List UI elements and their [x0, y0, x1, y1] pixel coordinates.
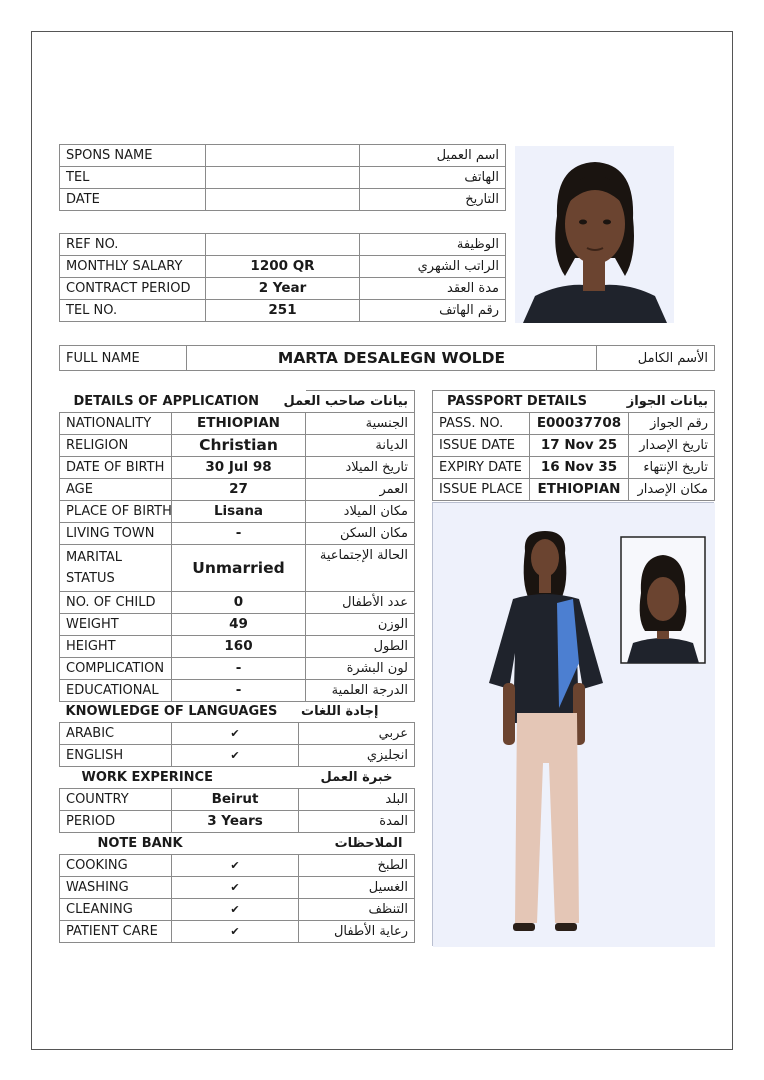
notes-header: NOTE BANK	[97, 836, 183, 851]
label-ar-english: انجليزي	[299, 745, 415, 767]
table-row	[60, 745, 415, 767]
label-ar-pass-no: رقم الجواز	[629, 413, 715, 435]
skills-table	[59, 701, 415, 943]
sponsor-table	[59, 144, 506, 211]
passport-table	[432, 390, 715, 501]
label-ar-ref-no: الوظيفة	[360, 234, 506, 256]
label-no-of-child: NO. OF CHILD	[60, 592, 172, 614]
label-ar-marital-status: الحالة الإجتماعية	[306, 545, 415, 592]
table-row	[433, 391, 715, 413]
value-age: 27	[172, 479, 306, 501]
label-complication: COMPLICATION	[60, 658, 172, 680]
label-ar-expiry-date: تاريخ الإنتهاء	[629, 457, 715, 479]
label-ar-living-town: مكان السكن	[306, 523, 415, 545]
table-row	[60, 899, 415, 921]
label-monthly-salary: MONTHLY SALARY	[60, 256, 206, 278]
value-spons-name	[206, 145, 360, 167]
table-row	[60, 877, 415, 899]
value-full-name: MARTA DESALEGN WOLDE	[187, 346, 597, 371]
value-monthly-salary: 1200 QR	[206, 256, 360, 278]
table-row	[60, 921, 415, 943]
label-ar-washing: الغسيل	[299, 877, 415, 899]
value-date-of-birth: 30 Jul 98	[172, 457, 306, 479]
experience-header-ar: خبرة العمل	[320, 770, 393, 785]
value-weight: 49	[172, 614, 306, 636]
table-row	[60, 234, 506, 256]
label-ref-no: REF NO.	[60, 234, 206, 256]
label-cooking: COOKING	[60, 855, 172, 877]
label-ar-cooking: الطبخ	[299, 855, 415, 877]
label-english: ENGLISH	[60, 745, 172, 767]
label-place-of-birth: PLACE OF BIRTH	[60, 501, 172, 523]
label-date-of-birth: DATE OF BIRTH	[60, 457, 172, 479]
label-ar-age: العمر	[306, 479, 415, 501]
label-tel: TEL	[60, 167, 206, 189]
table-row	[60, 833, 415, 855]
full-body-photo	[432, 502, 714, 946]
label-expiry-date: EXPIRY DATE	[433, 457, 530, 479]
label-ar-no-of-child: عدد الأطفال	[306, 592, 415, 614]
table-row	[433, 413, 715, 435]
label-ar-place-of-birth: مكان الميلاد	[306, 501, 415, 523]
label-ar-religion: الديانة	[306, 435, 415, 457]
inset-portrait	[621, 537, 705, 663]
label-arabic: ARABIC	[60, 723, 172, 745]
value-washing: ✔	[172, 877, 299, 899]
label-ar-date: التاريخ	[360, 189, 506, 211]
label-marital-line2: STATUS	[66, 571, 115, 586]
full-name-table	[59, 345, 715, 371]
label-ar-country: البلد	[299, 789, 415, 811]
label-full-name: FULL NAME	[60, 346, 187, 371]
table-row	[60, 346, 715, 371]
table-row	[60, 789, 415, 811]
label-marital-line1: MARITAL	[66, 550, 123, 565]
value-tel-no: 251	[206, 300, 360, 322]
value-expiry-date: 16 Nov 35	[530, 457, 629, 479]
table-row	[60, 391, 415, 413]
label-ar-complication: لون البشرة	[306, 658, 415, 680]
value-issue-place: ETHIOPIAN	[530, 479, 629, 501]
table-row	[60, 145, 506, 167]
value-contract-period: 2 Year	[206, 278, 360, 300]
table-row	[60, 479, 415, 501]
label-ar-nationality: الجنسية	[306, 413, 415, 435]
label-ar-date-of-birth: تاريخ الميلاد	[306, 457, 415, 479]
label-cleaning: CLEANING	[60, 899, 172, 921]
label-ar-contract-period: مدة العقد	[360, 278, 506, 300]
label-ar-tel-no: رقم الهاتف	[360, 300, 506, 322]
table-row	[60, 435, 415, 457]
table-row	[60, 457, 415, 479]
portrait-photo	[515, 146, 674, 323]
value-patient-care: ✔	[172, 921, 299, 943]
table-row	[60, 680, 415, 702]
label-nationality: NATIONALITY	[60, 413, 172, 435]
value-no-of-child: 0	[172, 592, 306, 614]
label-ar-tel: الهاتف	[360, 167, 506, 189]
table-row	[60, 701, 415, 723]
value-complication: -	[172, 658, 306, 680]
label-living-town: LIVING TOWN	[60, 523, 172, 545]
label-educational: EDUCATIONAL	[60, 680, 172, 702]
label-ar-issue-date: تاريخ الإصدار	[629, 435, 715, 457]
table-row	[60, 545, 415, 592]
value-religion: Christian	[172, 435, 306, 457]
table-row	[60, 855, 415, 877]
languages-header-ar: إجادة اللغات	[301, 704, 379, 719]
value-tel	[206, 167, 360, 189]
label-religion: RELIGION	[60, 435, 172, 457]
label-contract-period: CONTRACT PERIOD	[60, 278, 206, 300]
table-row	[60, 300, 506, 322]
notes-header-ar: الملاحظات	[334, 836, 403, 851]
value-country: Beirut	[172, 789, 299, 811]
label-issue-place: ISSUE PLACE	[433, 479, 530, 501]
passport-header: PASSPORT DETAILS	[433, 391, 629, 413]
label-weight: WEIGHT	[60, 614, 172, 636]
label-ar-spons-name: اسم العميل	[360, 145, 506, 167]
value-place-of-birth: Lisana	[172, 501, 306, 523]
table-row	[60, 592, 415, 614]
table-row	[60, 723, 415, 745]
label-ar-cleaning: التنظف	[299, 899, 415, 921]
value-issue-date: 17 Nov 25	[530, 435, 629, 457]
label-spons-name: SPONS NAME	[60, 145, 206, 167]
label-marital-status	[60, 545, 172, 592]
table-row	[433, 435, 715, 457]
value-height: 160	[172, 636, 306, 658]
value-cleaning: ✔	[172, 899, 299, 921]
passport-header-ar: بيانات الجواز	[629, 391, 715, 413]
table-row	[60, 523, 415, 545]
label-patient-care: PATIENT CARE	[60, 921, 172, 943]
value-ref-no	[206, 234, 360, 256]
label-date: DATE	[60, 189, 206, 211]
table-row	[60, 767, 415, 789]
label-height: HEIGHT	[60, 636, 172, 658]
value-pass-no: E00037708	[530, 413, 629, 435]
table-row	[60, 811, 415, 833]
application-table	[59, 390, 415, 702]
value-arabic: ✔	[172, 723, 299, 745]
value-marital-status: Unmarried	[172, 545, 306, 592]
label-tel-no: TEL NO.	[60, 300, 206, 322]
value-period: 3 Years	[172, 811, 299, 833]
table-row	[60, 501, 415, 523]
value-living-town: -	[172, 523, 306, 545]
table-row	[60, 189, 506, 211]
application-header-ar: بيانات صاحب العمل	[306, 391, 415, 413]
table-row	[60, 614, 415, 636]
label-ar-height: الطول	[306, 636, 415, 658]
label-ar-full-name: الأسم الكامل	[597, 346, 715, 371]
label-ar-educational: الدرجة العلمية	[306, 680, 415, 702]
table-row	[60, 278, 506, 300]
contract-table	[59, 233, 506, 322]
value-date	[206, 189, 360, 211]
table-row	[60, 256, 506, 278]
table-row	[60, 167, 506, 189]
label-ar-patient-care: رعاية الأطفال	[299, 921, 415, 943]
table-row	[60, 658, 415, 680]
label-ar-issue-place: مكان الإصدار	[629, 479, 715, 501]
label-country: COUNTRY	[60, 789, 172, 811]
label-washing: WASHING	[60, 877, 172, 899]
label-issue-date: ISSUE DATE	[433, 435, 530, 457]
experience-header: WORK EXPERINCE	[81, 770, 213, 785]
label-ar-period: المدة	[299, 811, 415, 833]
label-age: AGE	[60, 479, 172, 501]
value-cooking: ✔	[172, 855, 299, 877]
value-nationality: ETHIOPIAN	[172, 413, 306, 435]
table-row	[433, 479, 715, 501]
table-row	[60, 413, 415, 435]
table-row	[60, 636, 415, 658]
label-ar-weight: الوزن	[306, 614, 415, 636]
value-english: ✔	[172, 745, 299, 767]
label-period: PERIOD	[60, 811, 172, 833]
languages-header: KNOWLEDGE OF LANGUAGES	[65, 704, 278, 719]
value-educational: -	[172, 680, 306, 702]
label-ar-monthly-salary: الراتب الشهري	[360, 256, 506, 278]
table-row	[433, 457, 715, 479]
application-header: DETAILS OF APPLICATION	[73, 393, 260, 409]
label-pass-no: PASS. NO.	[433, 413, 530, 435]
label-ar-arabic: عربي	[299, 723, 415, 745]
